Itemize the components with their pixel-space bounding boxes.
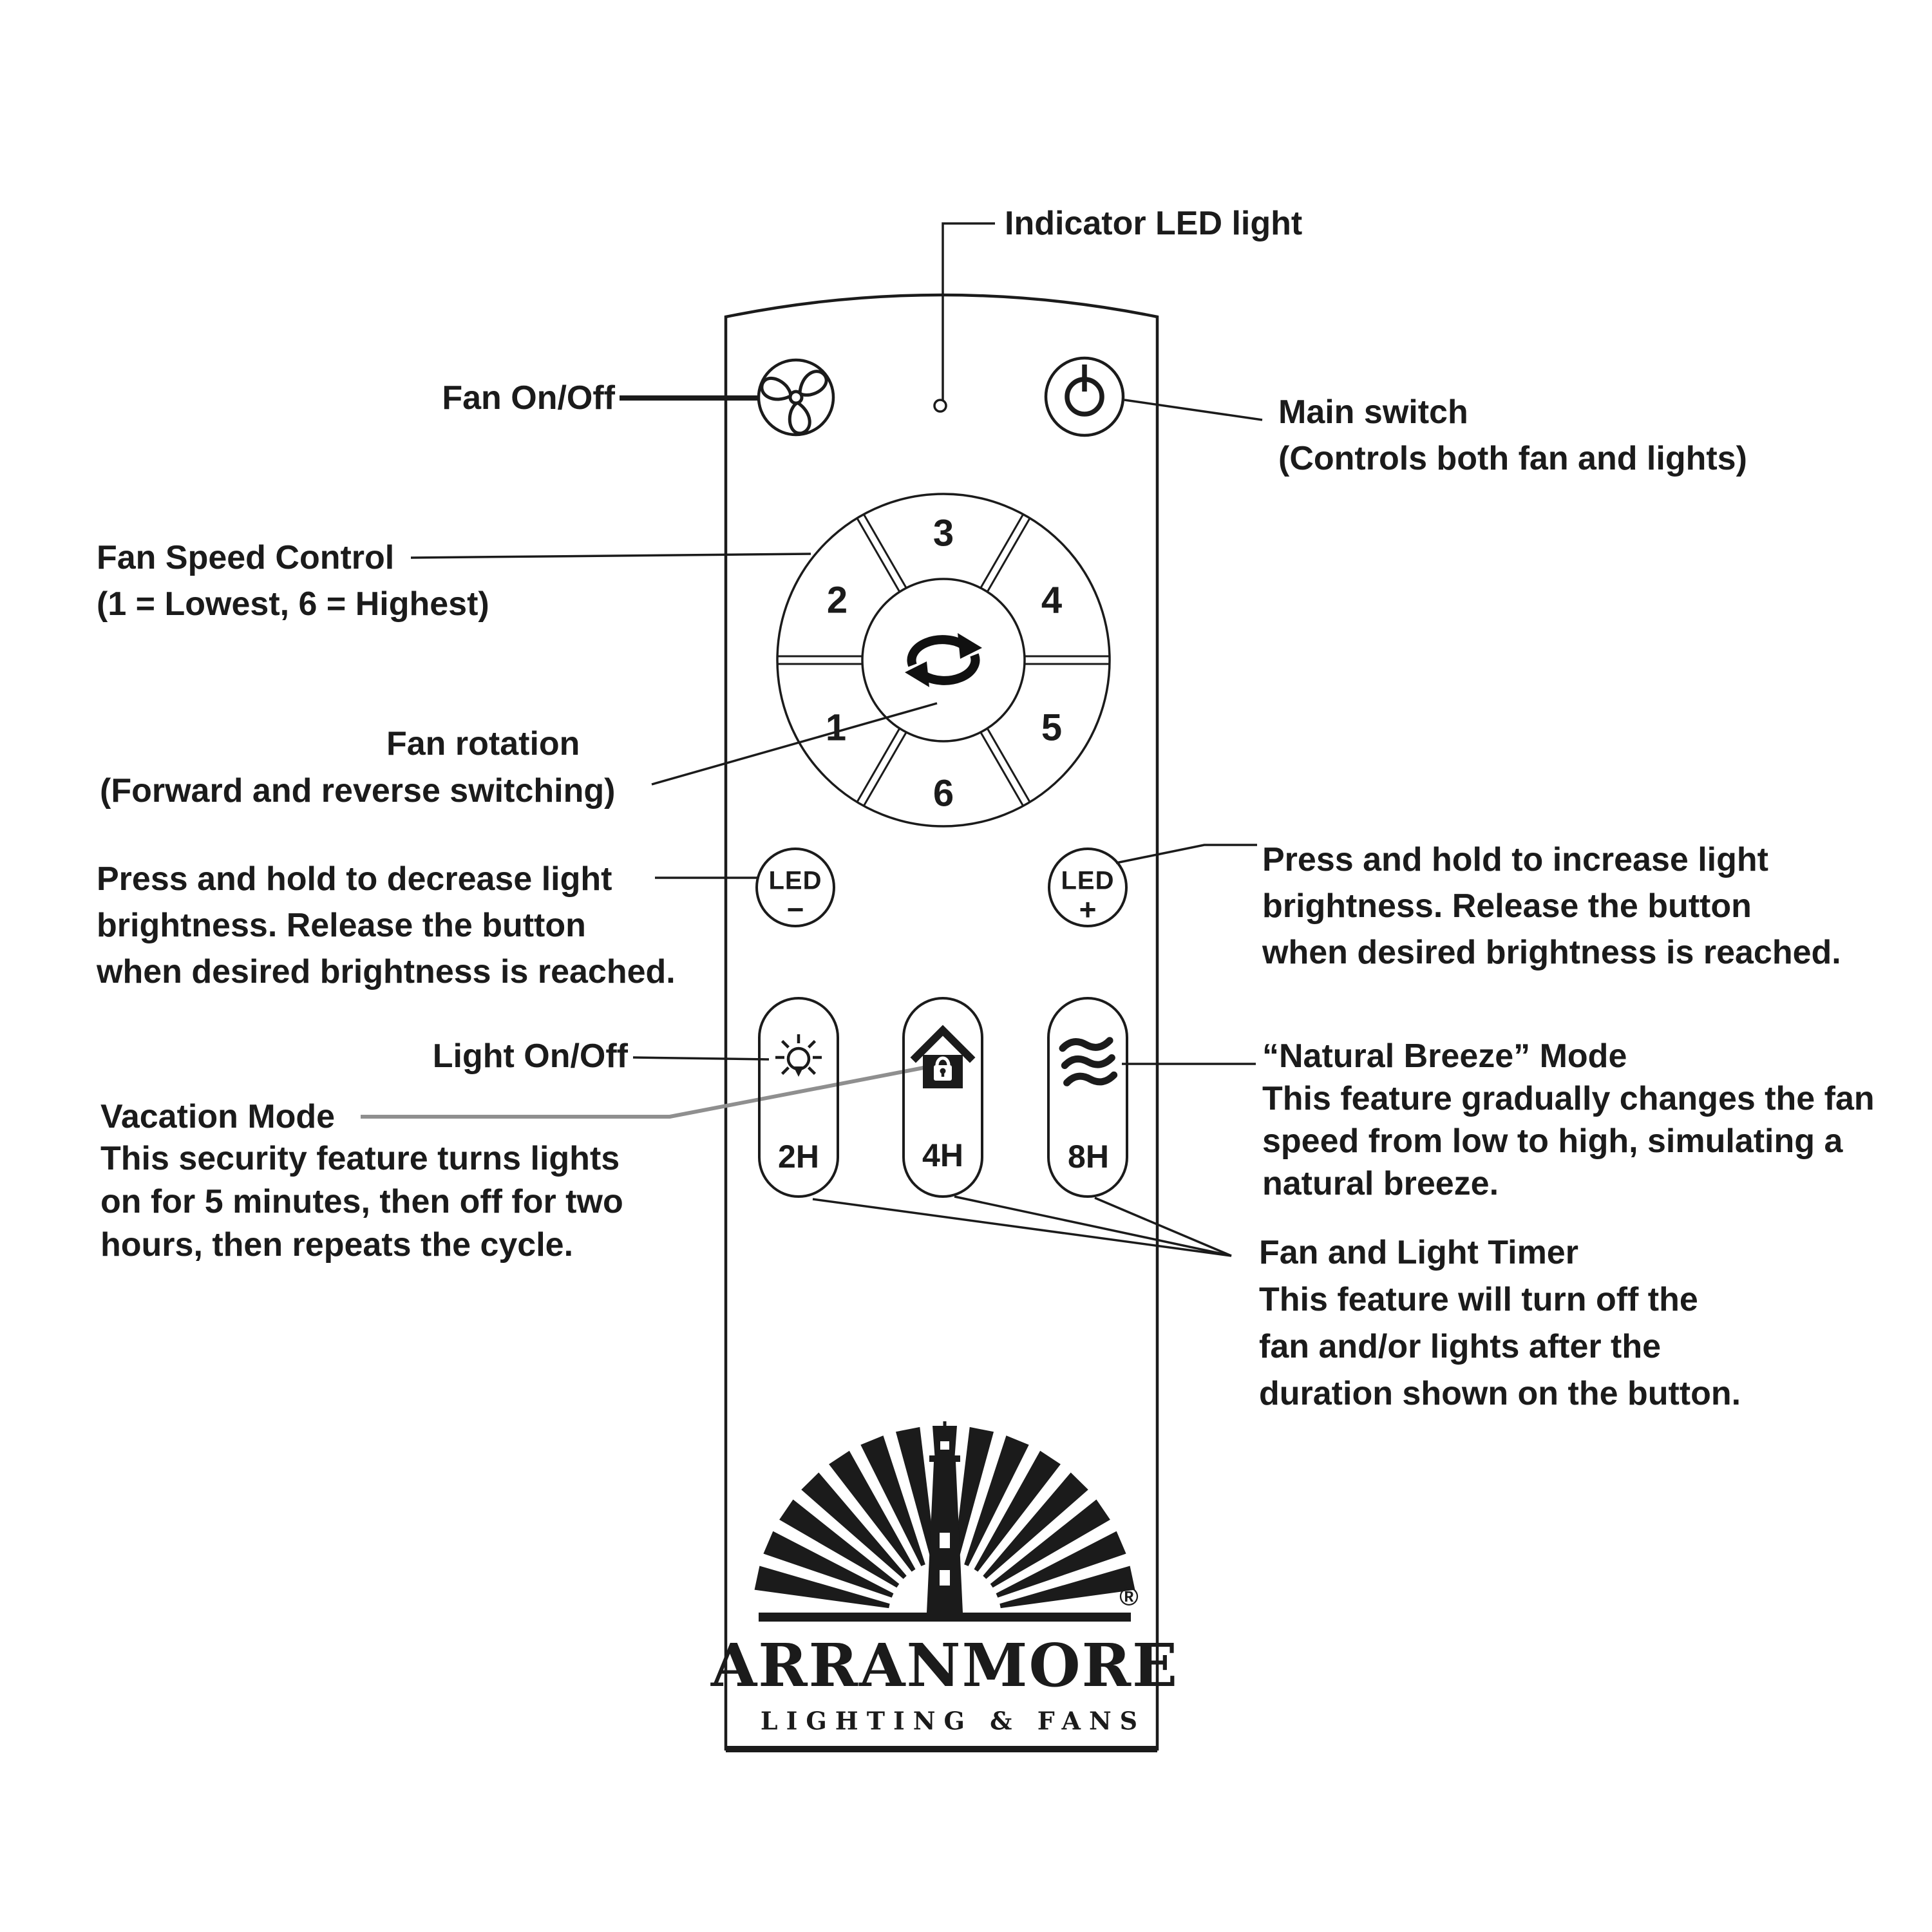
vacation-line1: This security feature turns lights bbox=[100, 1140, 620, 1177]
speed-5[interactable]: 5 bbox=[1041, 706, 1063, 749]
timer-8h-label[interactable]: 8H bbox=[1068, 1139, 1109, 1175]
label-vacation-body bbox=[100, 1137, 623, 1267]
timer-line3: duration shown on the button. bbox=[1259, 1375, 1741, 1412]
speed-2[interactable]: 2 bbox=[826, 579, 848, 621]
speed-6[interactable]: 6 bbox=[933, 772, 954, 815]
label-breeze-body bbox=[1262, 1077, 1875, 1205]
label-fan-speed bbox=[97, 535, 489, 627]
label-increase-brightness bbox=[1262, 837, 1841, 976]
plus-icon: + bbox=[1079, 893, 1097, 926]
brand-tagline: LIGHTING & FANS bbox=[760, 1706, 1146, 1736]
vacation-line2: on for 5 minutes, then off for two bbox=[100, 1183, 623, 1220]
speed-4[interactable]: 4 bbox=[1041, 579, 1063, 621]
decrease-line2: brightness. Release the button bbox=[97, 907, 586, 944]
label-fan-rotation-line2: (Forward and reverse switching) bbox=[100, 772, 616, 810]
led-plus-label[interactable]: LED bbox=[1061, 866, 1115, 895]
decrease-line1: Press and hold to decrease light bbox=[97, 860, 612, 898]
logo-ground-bar bbox=[759, 1613, 1131, 1622]
label-breeze-title: “Natural Breeze” Mode bbox=[1262, 1037, 1627, 1075]
label-timer-body bbox=[1259, 1276, 1741, 1417]
registered-trademark-icon: ® bbox=[1119, 1582, 1139, 1611]
vacation-line3: hours, then repeats the cycle. bbox=[100, 1226, 574, 1264]
speed-1[interactable]: 1 bbox=[825, 706, 847, 749]
breeze-line2: speed from low to high, simulating a bbox=[1262, 1122, 1843, 1160]
minus-icon: − bbox=[786, 893, 804, 926]
timer-2h-label[interactable]: 2H bbox=[778, 1139, 819, 1175]
label-timer-title: Fan and Light Timer bbox=[1259, 1234, 1578, 1271]
breeze-line3: natural breeze. bbox=[1262, 1165, 1499, 1202]
label-indicator-led: Indicator LED light bbox=[1005, 205, 1303, 242]
led-minus-label[interactable]: LED bbox=[768, 866, 822, 895]
label-fan-rotation-line1: Fan rotation bbox=[386, 725, 580, 762]
main-switch-line1: Main switch bbox=[1278, 393, 1468, 431]
brand-name: ARRANMORE bbox=[710, 1631, 1179, 1700]
increase-line3: when desired brightness is reached. bbox=[1262, 934, 1841, 971]
speed-3[interactable]: 3 bbox=[933, 512, 954, 554]
label-vacation-title: Vacation Mode bbox=[100, 1098, 336, 1135]
increase-line1: Press and hold to increase light bbox=[1262, 841, 1768, 878]
timer-line1: This feature will turn off the bbox=[1259, 1281, 1698, 1318]
breeze-line1: This feature gradually changes the fan bbox=[1262, 1080, 1875, 1117]
timer-4h-label[interactable]: 4H bbox=[922, 1137, 963, 1173]
timer-line2: fan and/or lights after the bbox=[1259, 1328, 1662, 1365]
label-decrease-brightness bbox=[97, 856, 676, 995]
natural-breeze-icon bbox=[1062, 1037, 1115, 1086]
decrease-line3: when desired brightness is reached. bbox=[97, 953, 676, 990]
fan-speed-line1: Fan Speed Control bbox=[97, 539, 395, 576]
fan-speed-line2: (1 = Lowest, 6 = Highest) bbox=[97, 585, 489, 623]
label-main-switch bbox=[1278, 389, 1747, 482]
increase-line2: brightness. Release the button bbox=[1262, 887, 1752, 925]
label-light-on-off: Light On/Off bbox=[432, 1037, 628, 1075]
label-fan-on-off: Fan On/Off bbox=[442, 379, 615, 417]
main-switch-line2: (Controls both fan and lights) bbox=[1278, 440, 1747, 477]
